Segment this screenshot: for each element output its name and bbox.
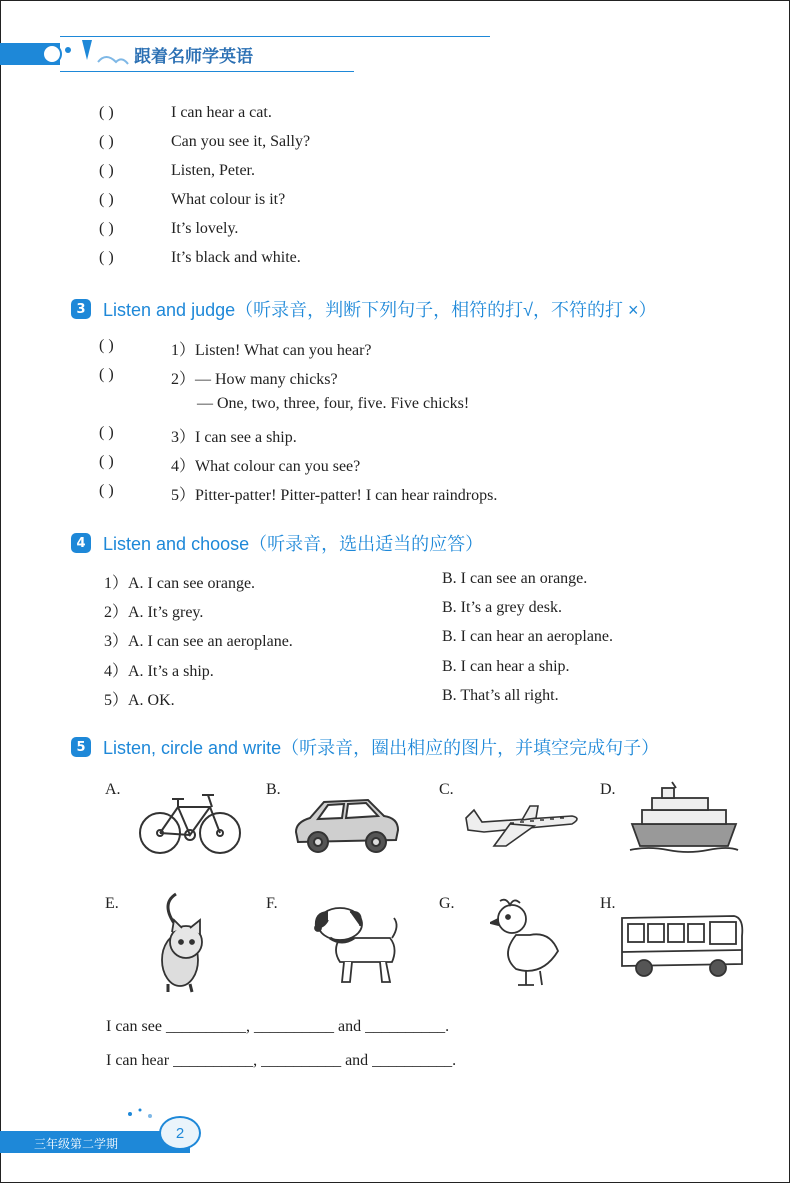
answer-paren: ( ) [99,162,114,179]
sentence: It’s black and white. [171,249,301,266]
dog-icon[interactable] [310,898,404,986]
option-b: B. I can hear an aeroplane. [442,628,614,645]
option-a: 1）A. I can see orange. [104,575,256,592]
option-a: 2）A. It’s grey. [104,604,204,621]
picture-letter: C. [439,781,454,798]
section-4-heading [71,530,483,556]
judge-item-continuation: — One, two, three, four, five. Five chicks! [197,395,470,412]
sentence: It’s lovely. [171,220,239,237]
answer-paren: ( ) [99,104,114,121]
option-b: B. That’s all right. [442,687,559,704]
answer-paren: ( ) [99,453,114,470]
option-b: B. I can hear a ship. [442,658,570,675]
option-b: B. It’s a grey desk. [442,599,562,616]
answer-paren: ( ) [99,133,114,150]
answer-paren: ( ) [99,191,114,208]
picture-letter: H. [600,895,616,912]
option-b: B. I can see an orange. [442,570,588,587]
picture-letter: D. [600,781,616,798]
bus-icon[interactable] [618,912,746,978]
bicycle-icon[interactable] [138,785,242,859]
section-title: Listen, circle and write（听录音，圈出相应的图片，并填空完成句子） [103,738,660,758]
answer-paren: ( ) [99,424,114,441]
judge-item: 3）I can see a ship. [171,429,297,446]
option-a: 5）A. OK. [104,692,175,709]
judge-item: 4）What colour can you see? [171,458,361,475]
sentence: What colour is it? [171,191,286,208]
answer-paren: ( ) [99,482,114,499]
fill-in-sentence-hear[interactable]: I can hear __________, __________ and __________. [106,1052,457,1069]
sentence: Can you see it, Sally? [171,133,311,150]
section-5-heading [71,734,659,760]
judge-item: 5）Pitter-patter! Pitter-patter! I can hear raindrops. [171,487,498,504]
answer-paren: ( ) [99,366,114,383]
section-number-badge: 5 [71,737,91,757]
header-decoration-icon [40,38,130,72]
header-rule [60,36,490,37]
section-number-badge: 3 [71,299,91,319]
section-title: Listen and choose（听录音，选出适当的应答） [103,534,484,554]
option-a: 4）A. It’s a ship. [104,663,214,680]
picture-letter: E. [105,895,119,912]
chick-icon[interactable] [490,895,566,989]
answer-paren: ( ) [99,249,114,266]
fill-in-sentence-see[interactable]: I can see __________, __________ and __________. [106,1018,450,1035]
header-title: 跟着名师学英语 [134,47,253,67]
answer-paren: ( ) [99,220,114,237]
option-a: 3）A. I can see an aeroplane. [104,633,293,650]
picture-letter: B. [266,781,281,798]
answer-paren: ( ) [99,337,114,354]
judge-item: 2）— How many chicks? [171,371,338,388]
sentence: Listen, Peter. [171,162,255,179]
car-icon[interactable] [290,792,404,856]
picture-letter: G. [439,895,455,912]
section-title: Listen and judge（听录音，判断下列句子，相符的打√，不符的打 ×） [103,300,657,320]
picture-letter: F. [266,895,278,912]
aeroplane-icon[interactable] [460,800,584,850]
footer-grade-label: 三年级第二学期 [34,1137,119,1151]
sentence: I can hear a cat. [171,104,272,121]
ship-icon[interactable] [628,780,740,856]
section-3-heading [71,296,657,322]
section-number-badge: 4 [71,533,91,553]
judge-item: 1）Listen! What can you hear? [171,342,372,359]
page-number: 2 [159,1116,201,1150]
picture-letter: A. [105,781,121,798]
cat-icon[interactable] [150,892,212,996]
